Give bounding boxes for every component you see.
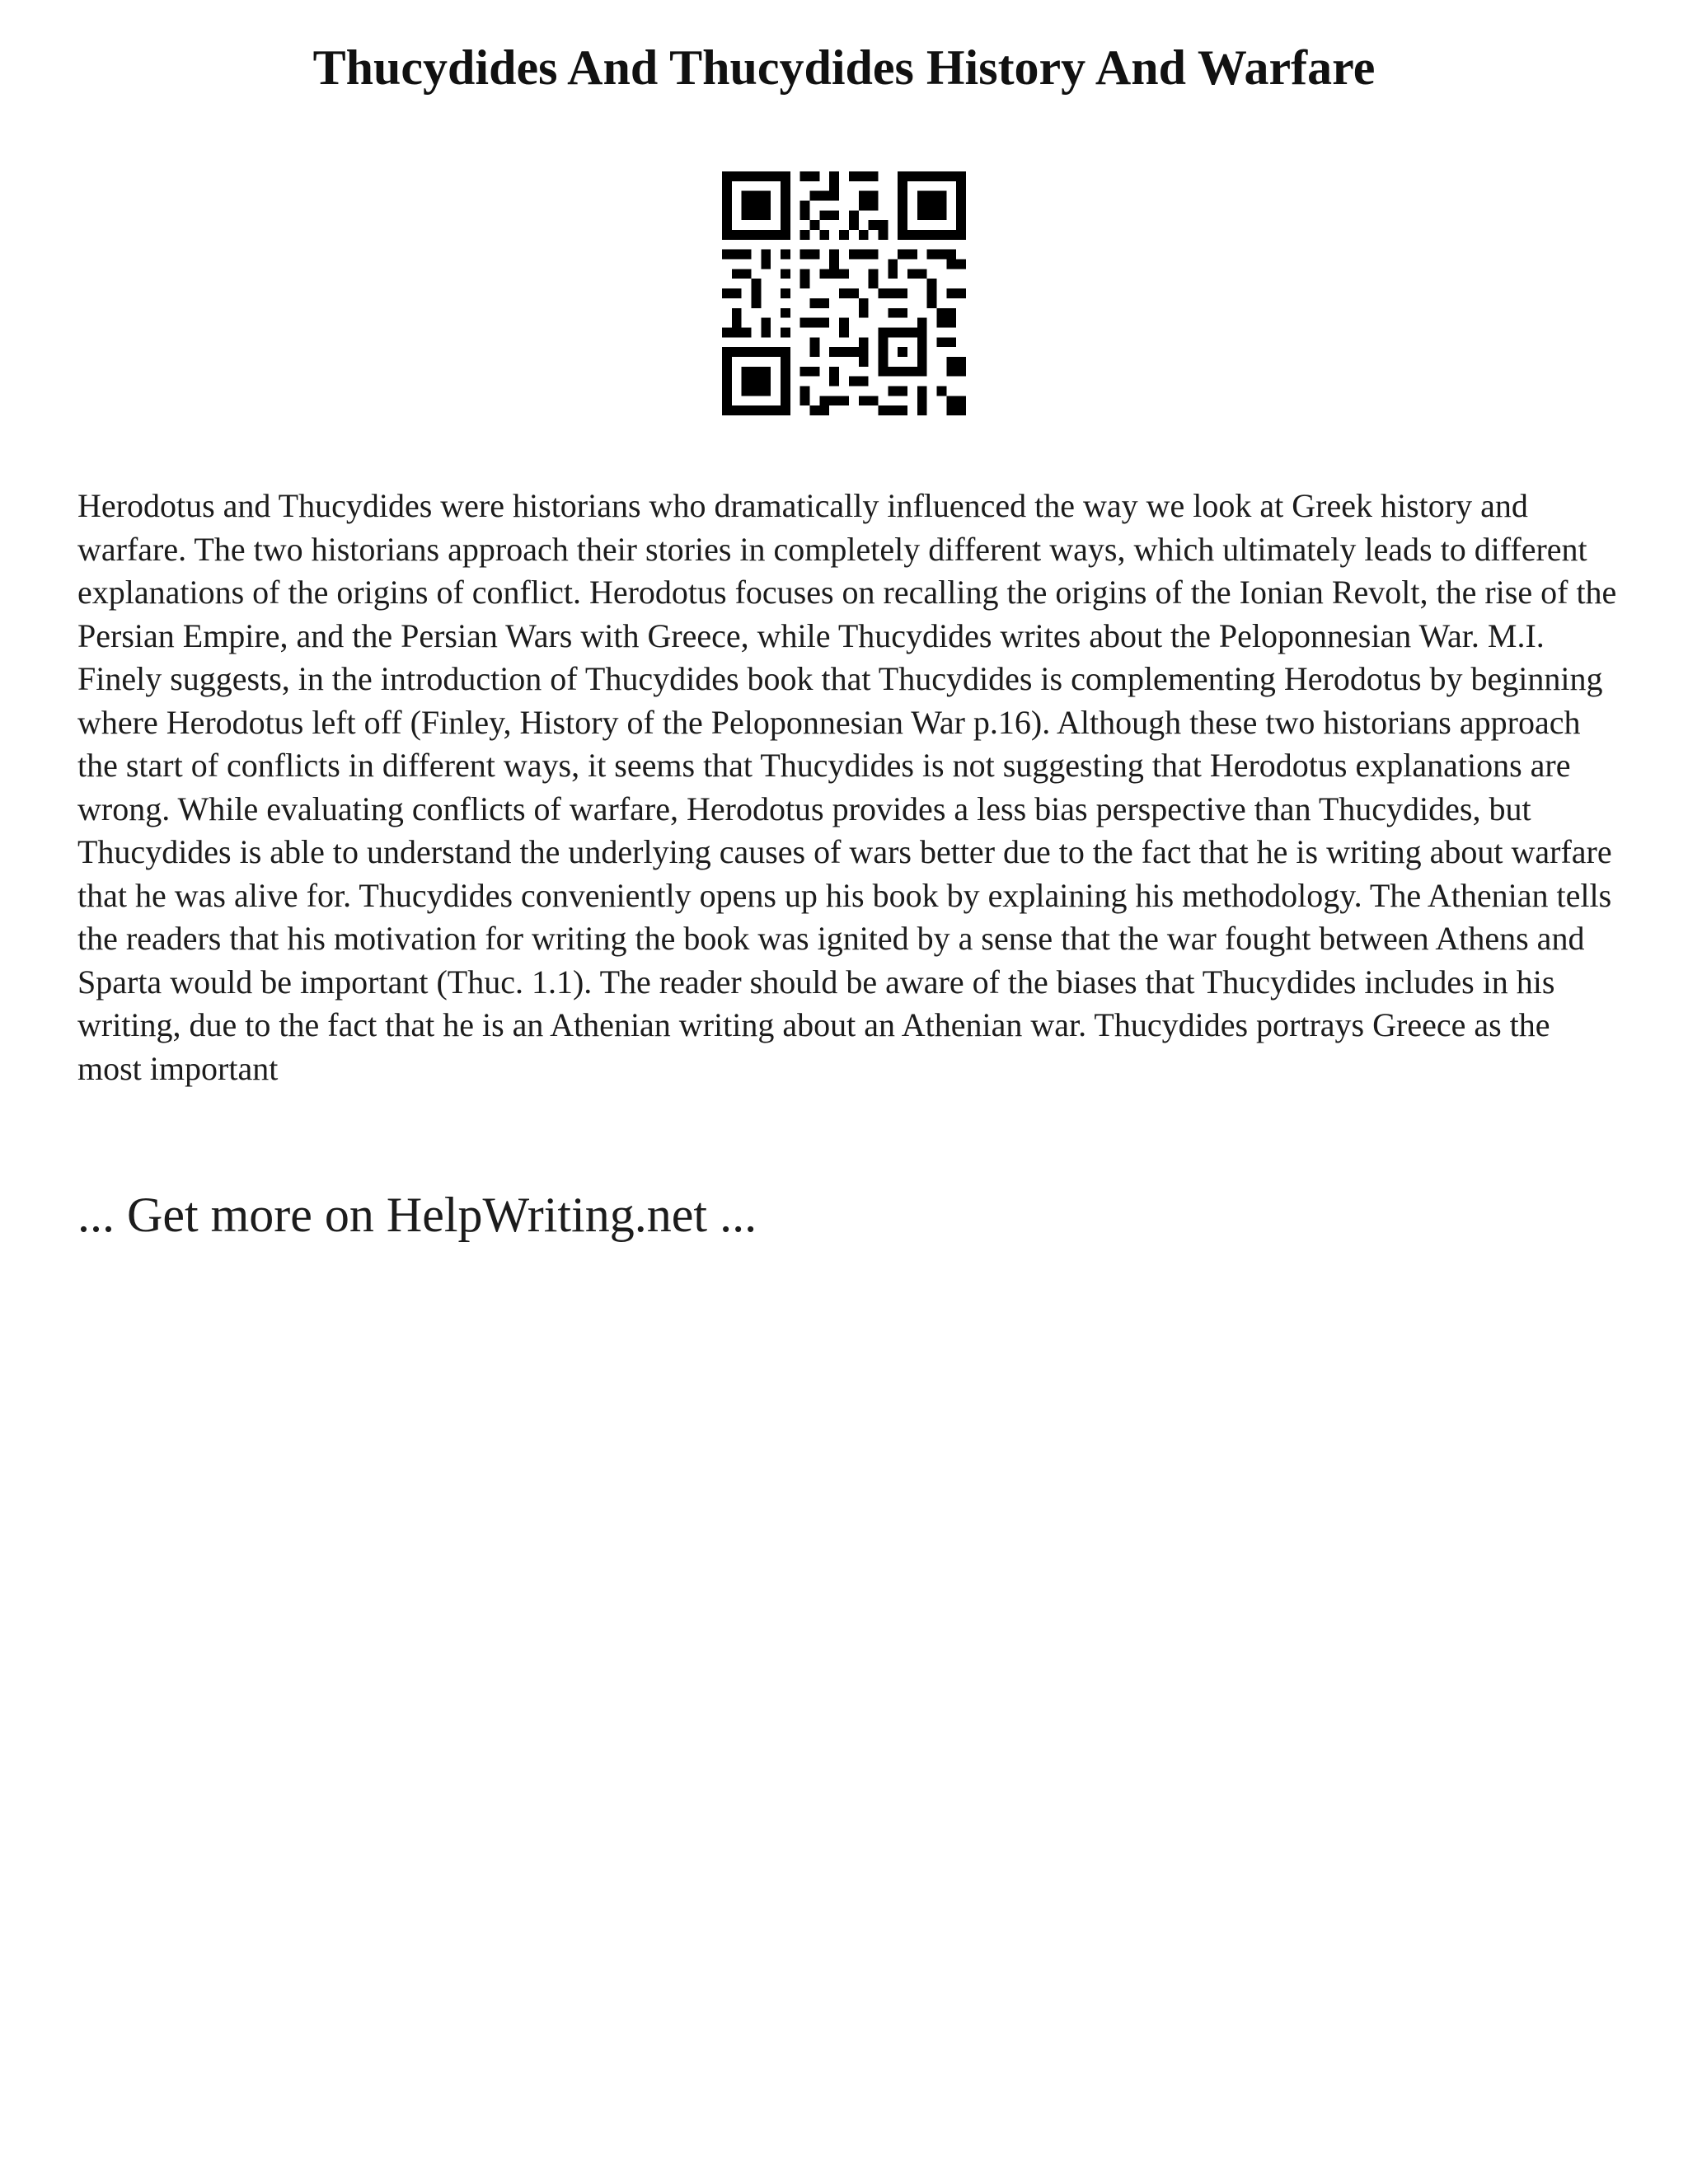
qr-code-icon xyxy=(722,171,966,415)
body-paragraph: Herodotus and Thucydides were historians who dramatically influenced the way we look at Greek history and warfare. The two historians approach their stories in completely different ways, which ultimately leads to different explanations of the origins of conflict. Herodotus focuses on recalling the origins of the Ionian Revolt, the rise of the Persian Empire, and the Persian Wars with Greece, while Thucydides writes about the Peloponnesian War. M.I. Finely suggests, in the introduction of Thucydides book that Thucydides is complementing Herodotus by beginning where Herodotus left off (Finley, History of the Peloponnesian War p.16). Although these two historians approach the start of conflicts in different ways, it seems that Thucydides is not suggesting that Herodotus explanations are wrong. While evaluating conflicts of warfare, Herodotus provides a less bias perspective than Thucydides, but Thucydides is able to understand the underlying causes of wars better due to the fact that he is writing about warfare that he was alive for. Thucydides conveniently opens up his book by explaining his methodology. The Athenian tells the readers that his motivation for writing the book was ignited by a sense that the war fought between Athens and Sparta would be important (Thuc. 1.1). The reader should be aware of the biases that Thucydides includes in his writing, due to the fact that he is an Athenian writing about an Athenian war. Thucydides portrays Greece as the most important xyxy=(77,487,1617,1087)
document-title: Thucydides And Thucydides History And Warfare xyxy=(312,40,1376,95)
get-more-link[interactable]: ... Get more on HelpWriting.net ... xyxy=(77,1188,757,1242)
